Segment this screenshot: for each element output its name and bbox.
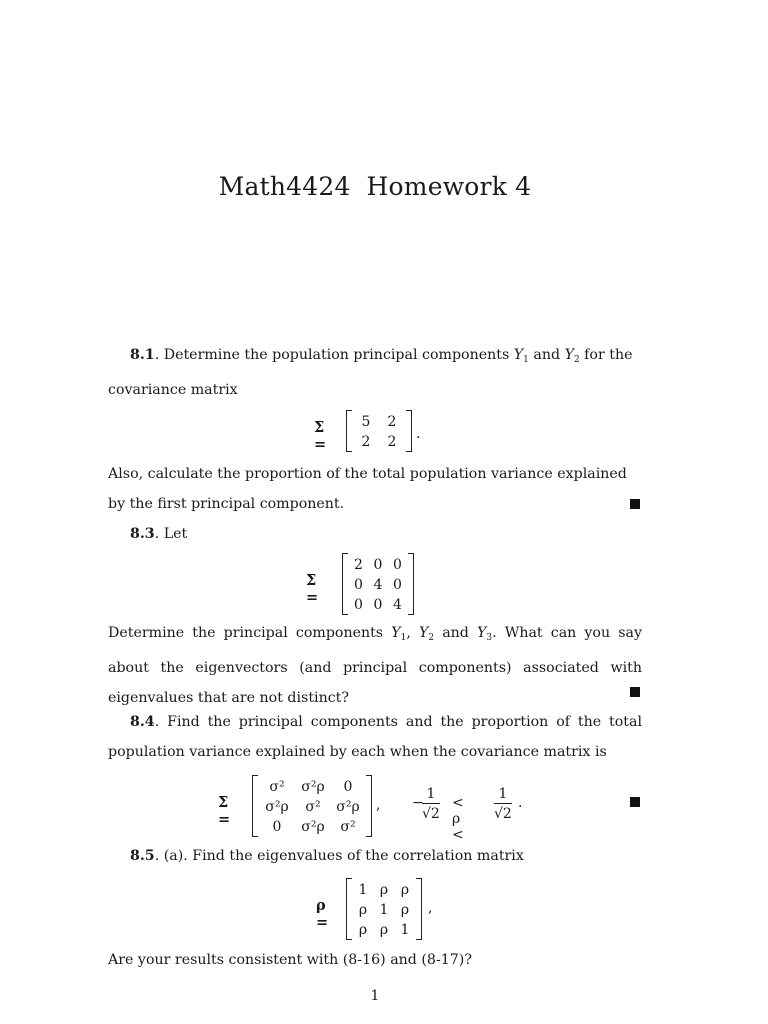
end-of-proof-square (630, 687, 640, 697)
problem-8-1-statement: 8.1. Determine the population principal components $Y_1$ and $Y_2$ for the covariance matrix (108, 347, 633, 398)
course-code: Math4424 (218, 172, 351, 201)
problem-8-1-followup: Also, calculate the proportion of the total population variance explained by the first principal component. (108, 466, 627, 512)
end-of-proof-square (630, 797, 640, 807)
covariance-matrix-3x3: 2 0 0 0 4 0 0 0 4 (342, 553, 414, 615)
problem-8-5-statement: 8.5. (a). Find the eigenvalues of the correlation matrix (130, 848, 524, 864)
problem-label: 8.5 (130, 848, 155, 864)
problem-8-3-followup: Determine the principal components $Y_1$, $Y_2$ and $Y_3$. What can you say about the eigenvectors (and principal components) associated with eigenvalues that are not distinct? (108, 625, 642, 706)
page-number: 1 (370, 988, 380, 1004)
fraction-one-over-root-two: $\frac{1}{√2}$ (422, 786, 440, 822)
document-title (0, 172, 750, 201)
fraction-one-over-root-two: $\frac{1}{√2}$ (494, 786, 512, 822)
problem-8-4-statement: 8.4. Find the principal components and the proportion of the total population variance explained by each when the covariance matrix is (108, 714, 642, 760)
correlation-matrix: 1 ρ ρ ρ 1 ρ ρ ρ 1 (346, 878, 422, 940)
end-of-proof-square (630, 499, 640, 509)
problem-label: 8.3 (130, 526, 155, 542)
problem-8-5-followup: Are your results consistent with (8-16) and (8-17)? (108, 952, 472, 968)
problem-label: 8.1 (130, 347, 155, 363)
problem-label: 8.4 (130, 714, 155, 730)
assignment-name: Homework 4 (366, 172, 532, 201)
covariance-matrix-2x2: 5 2 2 2 (346, 410, 412, 452)
covariance-matrix-sigma-rho: σ² σ²ρ 0 σ²ρ σ² σ²ρ 0 σ²ρ σ² (252, 775, 372, 837)
problem-8-3-statement: 8.3. Let (130, 526, 188, 542)
